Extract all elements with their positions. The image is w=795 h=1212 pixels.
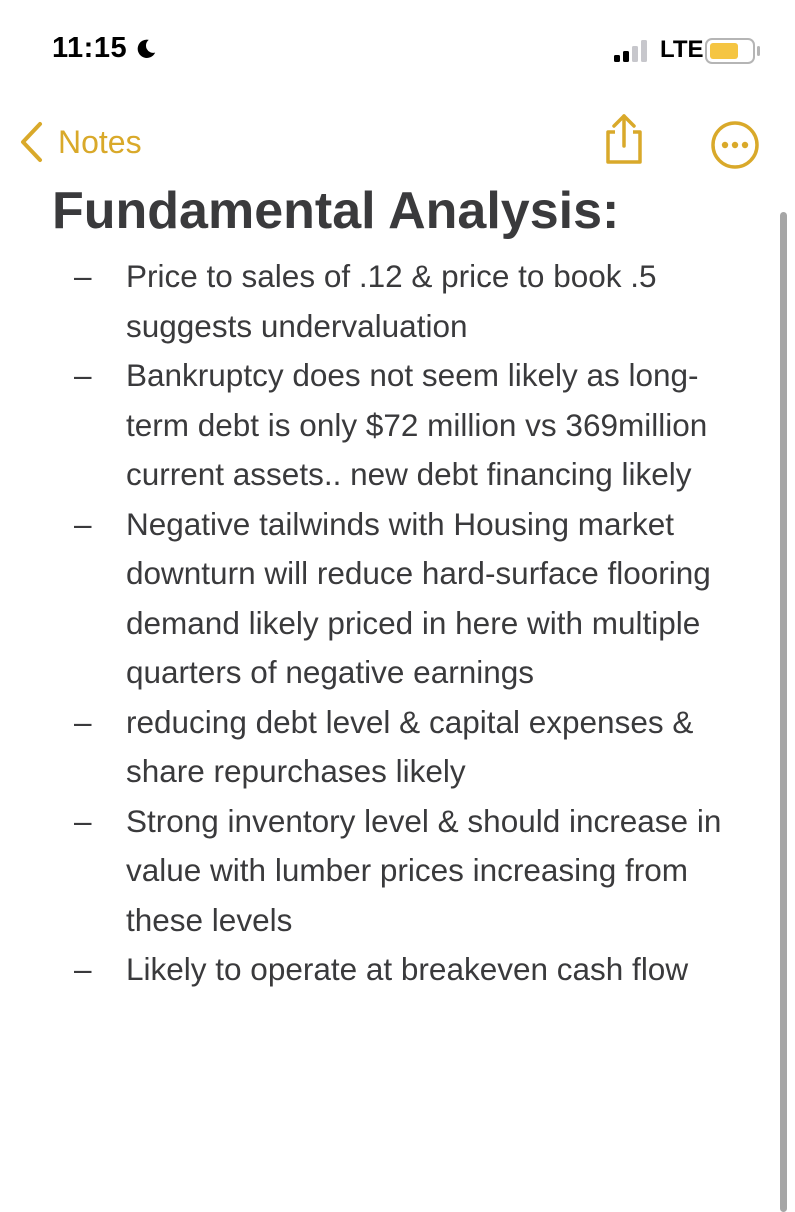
bullet-marker: – xyxy=(74,505,92,542)
bullet-marker: – xyxy=(74,357,92,393)
note-bullet-list[interactable] xyxy=(0,252,760,995)
network-label: LTE xyxy=(660,36,704,63)
moon-icon xyxy=(135,38,157,60)
back-label: Notes xyxy=(58,123,142,160)
status-bar xyxy=(0,0,795,100)
chevron-left-icon xyxy=(18,121,44,163)
signal-icon xyxy=(614,40,654,62)
list-item-text: Likely to operate at breakeven cash flow xyxy=(126,951,689,987)
time-label: 11:15 xyxy=(52,32,128,64)
more-icon[interactable] xyxy=(710,120,760,170)
bullet-marker: – xyxy=(74,951,92,987)
nav-bar xyxy=(0,100,795,180)
bullet-marker: – xyxy=(74,703,92,740)
list-item[interactable] xyxy=(0,351,760,500)
list-item[interactable] xyxy=(0,945,760,995)
back-button[interactable] xyxy=(18,120,142,164)
list-item[interactable] xyxy=(0,698,760,797)
bullet-marker: – xyxy=(74,802,92,839)
battery-icon xyxy=(705,38,761,64)
list-item-text: Strong inventory level & should increase in value with lumber prices increasing from these levels xyxy=(126,802,722,938)
bullet-marker: – xyxy=(74,258,92,294)
list-item[interactable] xyxy=(0,797,760,946)
list-item-text: reducing debt level & capital expenses & share repurchases likely xyxy=(126,703,694,789)
share-icon[interactable] xyxy=(600,112,648,166)
list-item-text: Bankruptcy does not seem likely as long-term debt is only $72 million vs 369million current assets.. new debt financing likely xyxy=(126,357,708,492)
list-item[interactable] xyxy=(0,252,760,351)
list-item-text: Negative tailwinds with Housing market downturn will reduce hard-surface flooring demand likely priced in here with multiple quarters of negative earnings xyxy=(126,505,711,690)
status-time xyxy=(52,32,157,65)
list-item[interactable] xyxy=(0,500,760,698)
scrollbar[interactable] xyxy=(780,212,787,1212)
note-title[interactable]: Fundamental Analysis: xyxy=(52,182,620,240)
list-item-text: Price to sales of .12 & price to book .5 suggests undervaluation xyxy=(126,258,657,344)
